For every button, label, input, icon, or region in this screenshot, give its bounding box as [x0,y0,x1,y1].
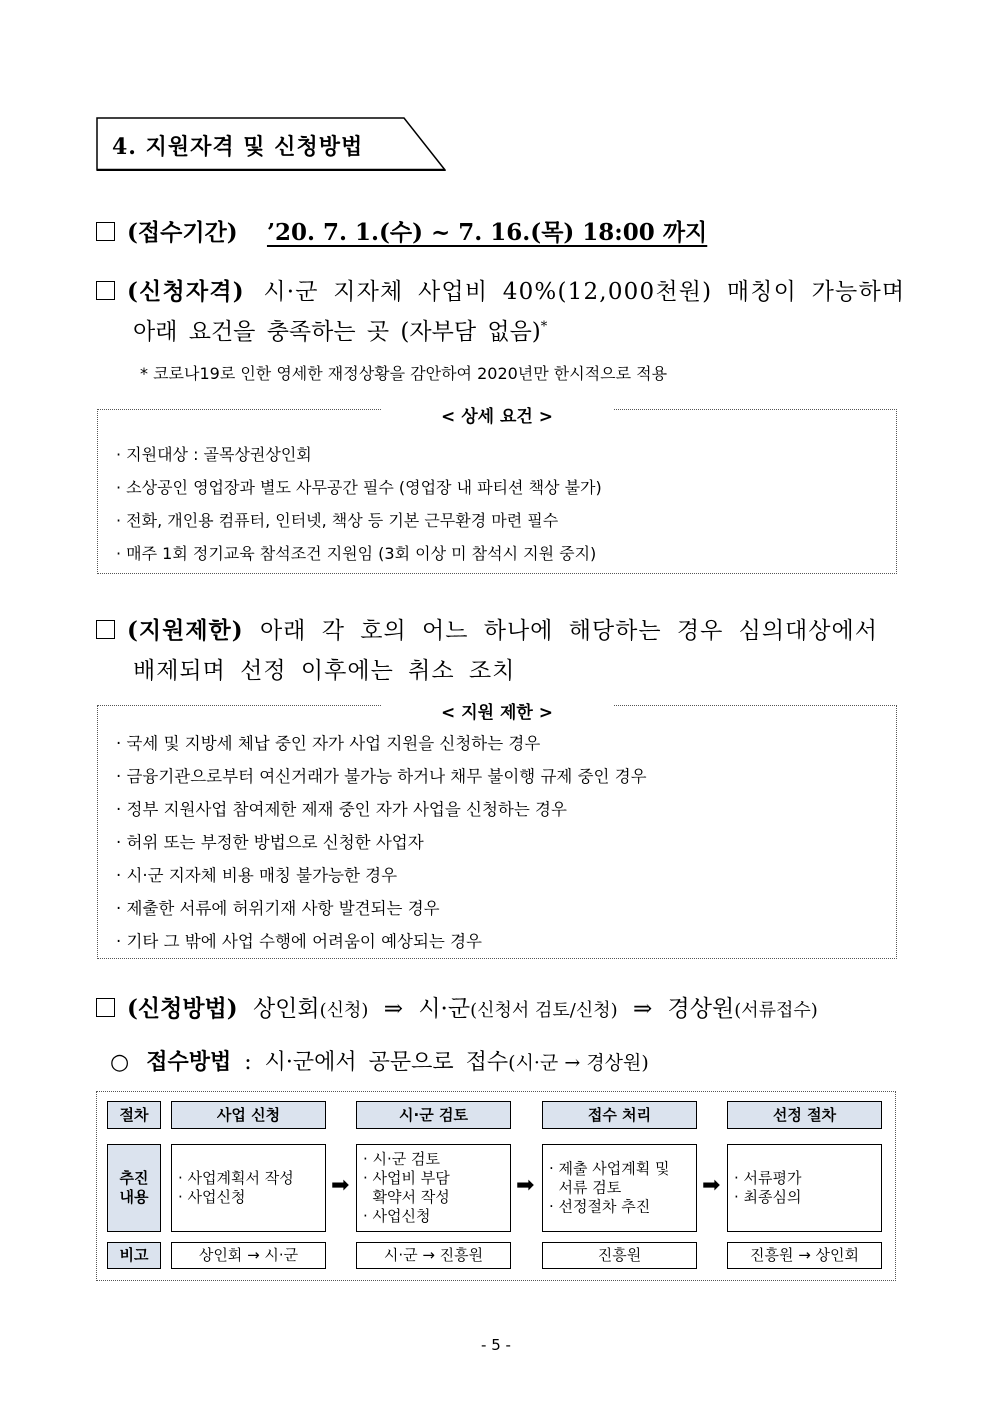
checkbox-icon [96,281,115,300]
flow-content-line: · 사업신청 [178,1188,246,1206]
restriction-list [116,730,647,961]
flow-content-line: 확약서 작성 [363,1188,450,1206]
method-step-2: 시·군 [418,996,471,1022]
eligibility-label: (신청자격) [127,278,245,305]
double-arrow-icon: ⇒ [632,996,653,1022]
flow-row-label-line: 추진 [119,1169,149,1187]
section-heading [96,117,446,171]
right-arrow-icon: ➡ [516,1173,535,1198]
flow-step-title: 선정 절차 [727,1101,882,1129]
flow-step-note: 상인회 → 시·군 [171,1242,326,1269]
restriction-line-1 [96,612,878,645]
list-item: · 국세 및 지방세 체납 중인 자가 사업 지원을 신청하는 경우 [116,734,541,753]
eligibility-text-1: 시·군 지자체 사업비 40%(12,000천원) 매칭이 가능하며 [263,279,906,305]
receipt-label: 접수방법 [146,1049,232,1075]
list-item: · 제출한 서류에 허위기재 사항 발견되는 경우 [116,899,440,918]
details-box [97,409,897,574]
details-list [116,442,602,574]
reception-period-line [96,214,707,247]
flow-content-line: · 제출 사업계획 및 [549,1159,670,1178]
flow-content-line: · 사업계획서 작성 [178,1169,294,1187]
process-flow-table [96,1091,896,1281]
flow-content-line: · 선정절차 추진 [549,1197,651,1216]
flow-content-line: · 서류평가 [734,1169,802,1187]
eligibility-footnote: * 코로나19로 인한 영세한 재정상황을 감안하여 2020년만 한시적으로 적용 [140,364,668,383]
section-title: 4. 지원자격 및 신청방법 [112,134,364,160]
flow-note-label: 비고 [107,1242,161,1269]
reception-label: (접수기간) [127,219,238,246]
list-item: · 전화, 개인용 컴퓨터, 인터넷, 책상 등 기본 근무환경 마련 필수 [116,511,559,530]
flow-step-title: 접수 처리 [542,1101,697,1129]
flow-step-note: 시·군 → 진흥원 [356,1242,511,1269]
restriction-box [97,705,897,959]
eligibility-footnote-mark: * [540,319,548,335]
reception-period: ’20. 7. 1.(수) ~ 7. 16.(목) 18:00 까지 [266,219,708,246]
list-item: · 매주 1회 정기교육 참석조건 지원임 (3회 이상 미 참석시 지원 중지) [116,544,597,563]
list-item: · 기타 그 밖에 사업 수행에 어려움이 예상되는 경우 [116,932,482,951]
eligibility-line-2 [133,313,547,346]
method-line [96,990,818,1023]
receipt-line [110,1045,649,1076]
list-item: · 허위 또는 부정한 방법으로 신청한 사업자 [116,833,424,852]
flow-step-note: 진흥원 [542,1242,697,1269]
method-step-3: 경상원 [667,996,735,1022]
receipt-note: (시·군 → 경상원) [508,1052,649,1074]
method-label: (신청방법) [127,995,238,1022]
flow-step-content [727,1144,882,1232]
flow-content-line: · 사업신청 [363,1207,431,1225]
flow-step-content [171,1144,326,1232]
flow-row-label-line: 내용 [119,1188,149,1206]
flow-step-content [542,1144,697,1232]
list-item: · 지원대상 : 골목상권상인회 [116,445,312,464]
checkbox-icon [96,222,115,241]
flow-step-title: 사업 신청 [171,1101,326,1129]
method-step-2-note: (신청서 검토/신청) [470,1000,618,1021]
receipt-text: 시·군에서 공문으로 접수 [264,1050,509,1075]
eligibility-line-1 [96,273,905,306]
list-item: · 정부 지원사업 참여제한 제재 중인 자가 사업을 신청하는 경우 [116,800,567,819]
flow-col-header: 절차 [107,1101,161,1129]
right-arrow-icon: ➡ [702,1173,721,1198]
receipt-colon: : [244,1050,252,1075]
double-arrow-icon: ⇒ [383,996,404,1022]
restriction-text-2: 배제되며 선정 이후에는 취소 조치 [133,658,516,684]
flow-step-title: 시·군 검토 [356,1101,511,1129]
method-step-1: 상인회 [252,996,320,1022]
circle-bullet-icon: ○ [110,1050,130,1075]
list-item: · 시·군 지자체 비용 매칭 불가능한 경우 [116,866,398,885]
page-number: - 5 - [481,1336,511,1354]
flow-content-line: · 시·군 검토 [363,1150,441,1168]
flow-content-line: 서류 검토 [549,1178,622,1197]
checkbox-icon [96,998,115,1017]
checkbox-icon [96,620,115,639]
method-step-3-note: (서류접수) [734,1000,818,1021]
flow-step-note: 진흥원 → 상인회 [727,1242,882,1269]
eligibility-text-2: 아래 요건을 충족하는 곳 (자부담 없음) [133,319,541,345]
list-item: · 금융기관으로부터 여신거래가 불가능 하거나 채무 불이행 규제 중인 경우 [116,767,647,786]
right-arrow-icon: ➡ [331,1173,350,1198]
restriction-label: (지원제한) [127,617,244,644]
list-item: · 소상공인 영업장과 별도 사무공간 필수 (영업장 내 파티션 책상 불가) [116,478,602,497]
method-step-1-note: (신청) [319,1000,369,1021]
flow-row-label [107,1144,161,1232]
flow-content-line: · 사업비 부담 [363,1169,450,1187]
details-box-title: < 상세 요건 > [381,407,613,427]
flow-content-line: · 최종심의 [734,1188,802,1206]
flow-step-content [356,1144,511,1232]
restriction-box-title: < 지원 제한 > [381,703,613,723]
restriction-text-1: 아래 각 호의 어느 하나에 해당하는 경우 심의대상에서 [259,618,878,644]
